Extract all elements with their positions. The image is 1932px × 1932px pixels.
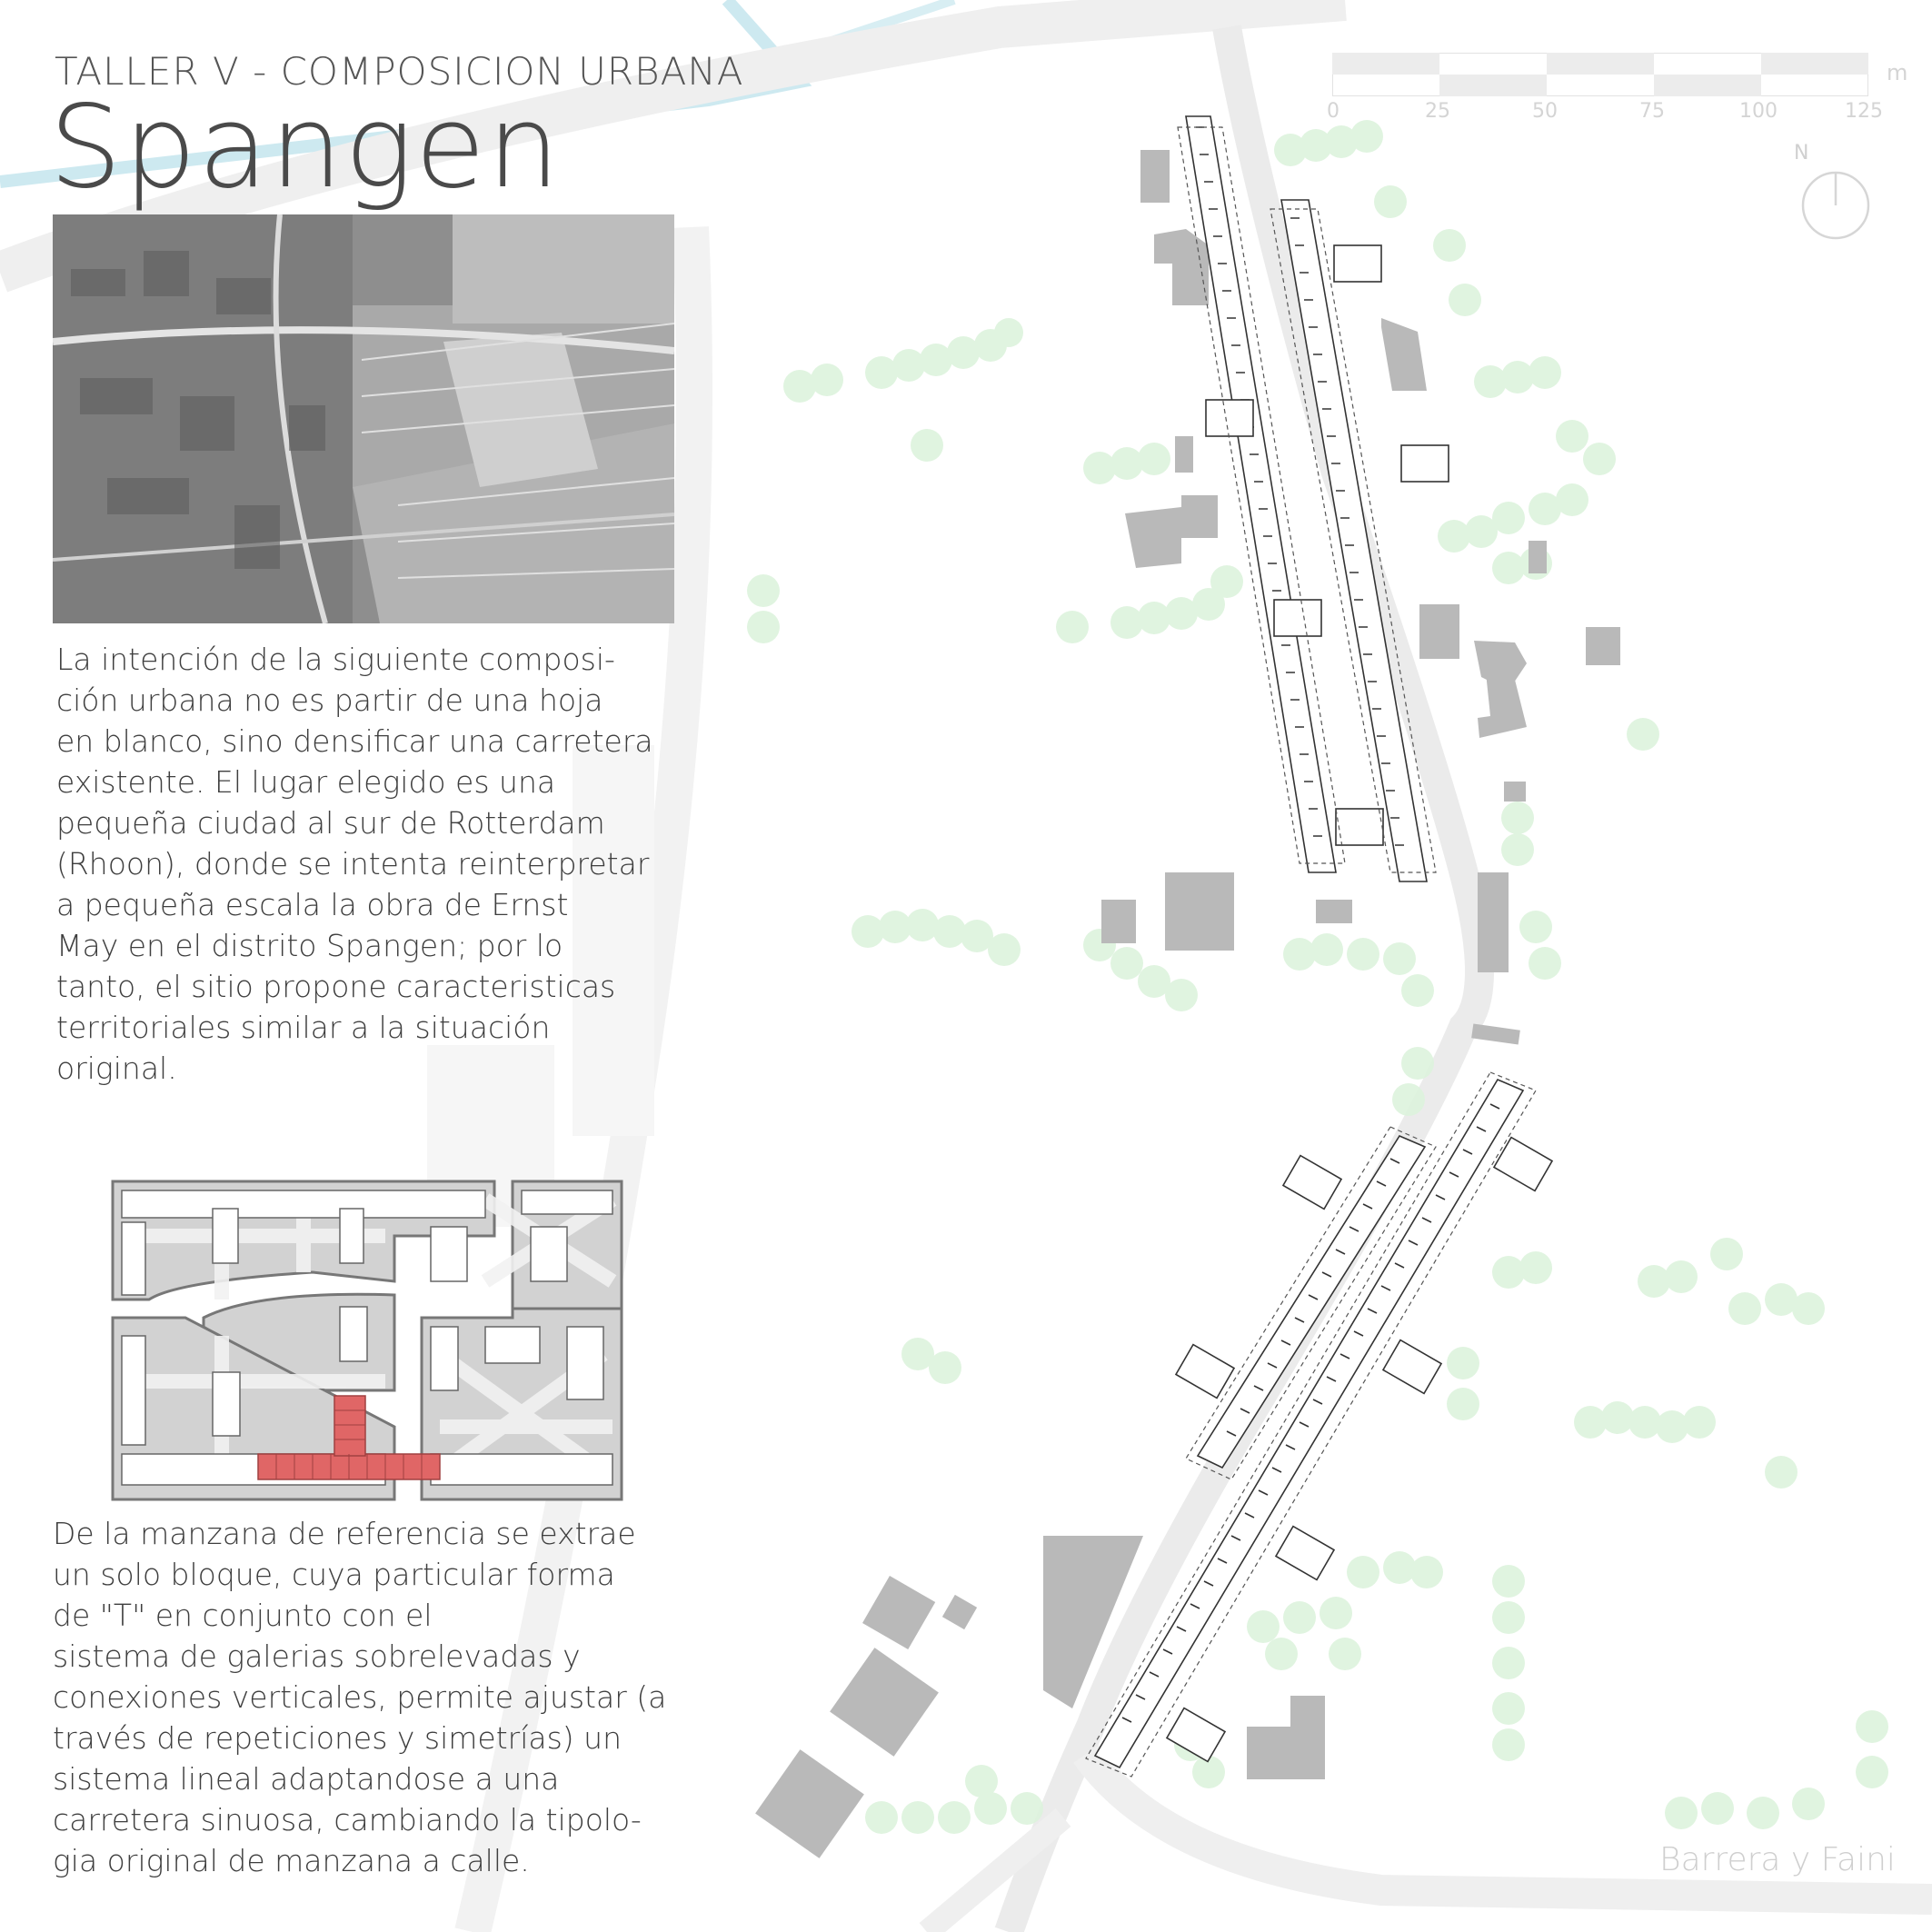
north-arrow-icon: [1801, 142, 1870, 240]
scale-bar: [1332, 53, 1868, 96]
block-line: gia original de manzana a calle.: [53, 1843, 530, 1878]
intro-line: pequeña ciudad al sur de Rotterdam: [56, 805, 605, 841]
intro-line: La intención de la siguiente composi-: [56, 642, 615, 677]
block-line: sistema lineal adaptandose a una: [53, 1761, 560, 1797]
scale-tick: 25: [1425, 100, 1450, 123]
scale-tick: 125: [1845, 100, 1883, 123]
aerial-photo-image: [53, 214, 674, 623]
intro-line: ción urbana no es partir de una hoja: [56, 682, 603, 718]
north-label: N: [1794, 142, 1809, 164]
block-line: sistema de galerias sobrelevadas y: [53, 1638, 581, 1674]
credits: Barrera y Faini: [1659, 1841, 1896, 1878]
proposed-blocks-south: [1095, 1080, 1552, 1768]
intro-line: (Rhoon), donde se intenta reinterpretar: [56, 846, 650, 881]
intro-line: en blanco, sino densificar una carretera: [56, 723, 653, 759]
scale-labels: [1323, 100, 1887, 127]
block-paragraph: [53, 1513, 666, 1881]
intro-line: May en el distrito Spangen; por lo: [56, 928, 563, 963]
intro-line: territoriales similar a la situación: [56, 1010, 551, 1045]
block-line: De la manzana de referencia se extrae: [53, 1516, 636, 1551]
proposed-blocks-north: [1186, 116, 1449, 881]
intro-line: a pequeña escala la obra de Ernst: [56, 887, 569, 922]
scale-tick: 75: [1639, 100, 1665, 123]
scale-unit: m: [1887, 60, 1908, 85]
intro-line: existente. El lugar elegido es una: [56, 764, 556, 800]
block-line: un solo bloque, cuya particular forma: [53, 1557, 615, 1592]
intro-line: original.: [56, 1051, 177, 1086]
reference-block-plan: [95, 1172, 640, 1509]
block-line: conexiones verticales, permite ajustar (a: [53, 1679, 667, 1715]
aerial-photo: [53, 214, 674, 623]
block-line: través de repeticiones y simetrías) un: [53, 1720, 622, 1756]
intro-line: tanto, el sitio propone caracteristicas: [56, 969, 616, 1004]
scale-tick: 100: [1739, 100, 1778, 123]
scale-tick: 50: [1532, 100, 1558, 123]
scale-tick: 0: [1327, 100, 1339, 123]
block-line: carretera sinuosa, cambiando la tipolo-: [53, 1802, 642, 1837]
course-subtitle: TALLER V - COMPOSICION URBANA: [55, 49, 744, 94]
block-line: de "T" en conjunto con el: [53, 1598, 433, 1633]
intro-paragraph: [56, 639, 653, 1089]
page-title: Spangen: [49, 80, 563, 214]
